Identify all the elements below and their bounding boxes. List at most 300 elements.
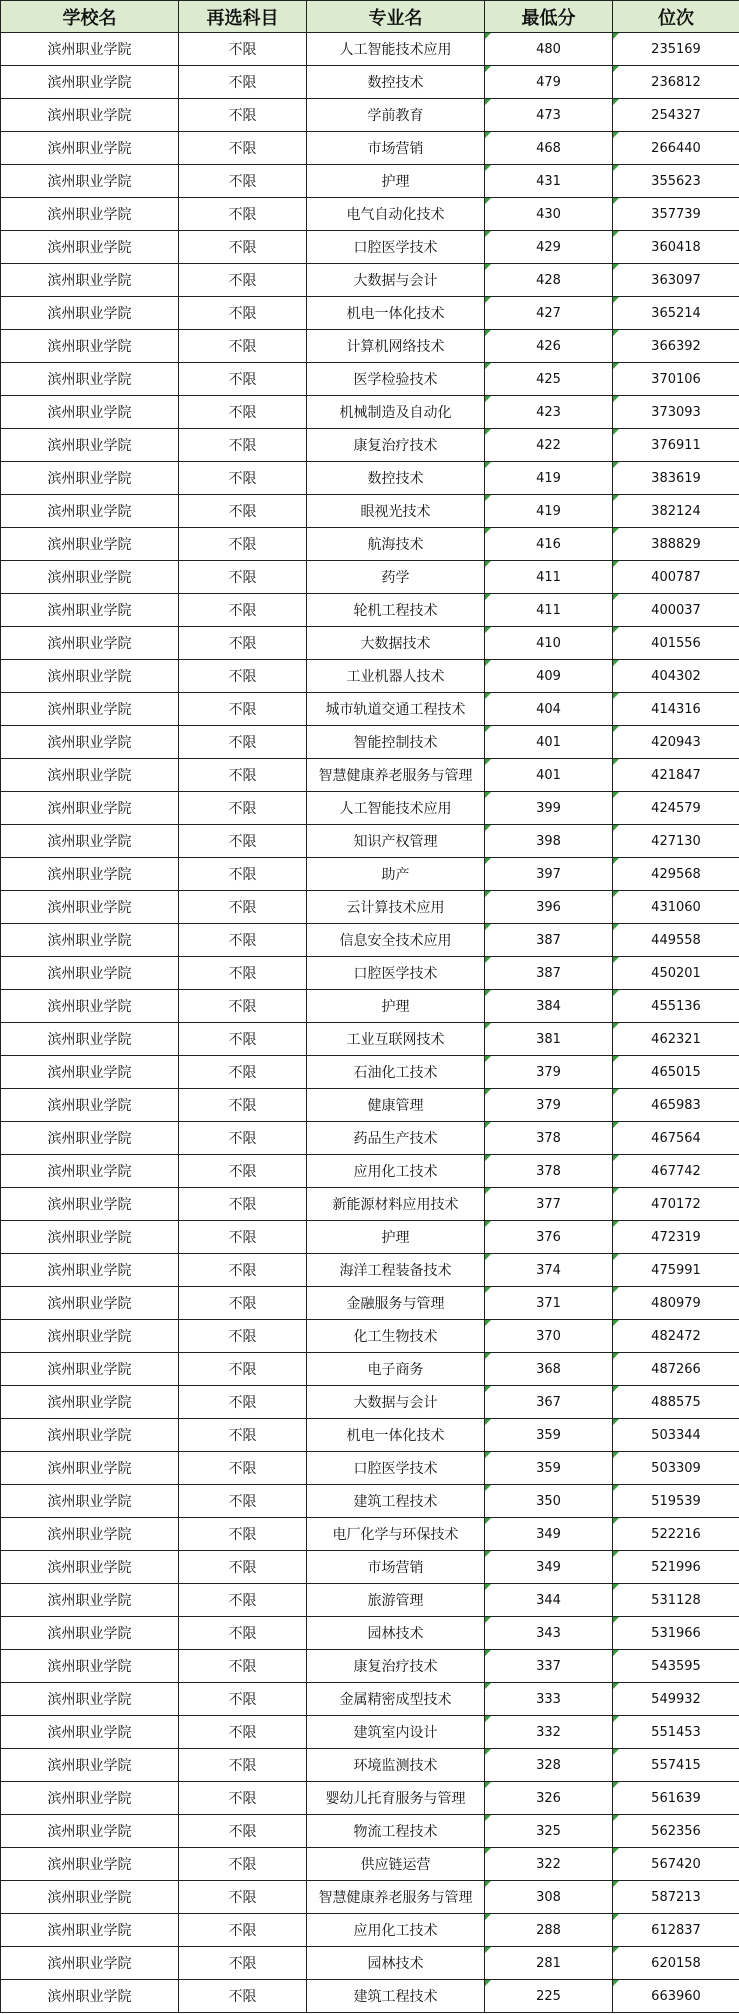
cell-subject: 不限 — [179, 759, 307, 792]
cell-rank: 480979 — [613, 1287, 739, 1320]
cell-min-score: 430 — [485, 198, 613, 231]
cell-min-score: 396 — [485, 891, 613, 924]
cell-rank: 355623 — [613, 165, 739, 198]
cell-major: 轮机工程技术 — [307, 594, 485, 627]
cell-subject: 不限 — [179, 1914, 307, 1947]
cell-school: 滨州职业学院 — [1, 1386, 179, 1419]
table-row — [1, 132, 739, 165]
cell-min-score: 333 — [485, 1683, 613, 1716]
cell-rank: 400787 — [613, 561, 739, 594]
cell-min-score: 281 — [485, 1947, 613, 1980]
table-row — [1, 264, 739, 297]
cell-school: 滨州职业学院 — [1, 1023, 179, 1056]
cell-subject: 不限 — [179, 660, 307, 693]
header-major: 专业名 — [307, 1, 485, 33]
cell-major: 护理 — [307, 1221, 485, 1254]
cell-rank: 557415 — [613, 1749, 739, 1782]
cell-min-score: 473 — [485, 99, 613, 132]
cell-rank: 612837 — [613, 1914, 739, 1947]
cell-subject: 不限 — [179, 1650, 307, 1683]
table-row — [1, 1089, 739, 1122]
cell-subject: 不限 — [179, 429, 307, 462]
table-row — [1, 825, 739, 858]
cell-rank: 376911 — [613, 429, 739, 462]
cell-school: 滨州职业学院 — [1, 1914, 179, 1947]
cell-min-score: 376 — [485, 1221, 613, 1254]
table-row — [1, 363, 739, 396]
cell-subject: 不限 — [179, 495, 307, 528]
table-row — [1, 495, 739, 528]
cell-rank: 488575 — [613, 1386, 739, 1419]
table-body — [1, 33, 739, 2013]
cell-min-score: 378 — [485, 1155, 613, 1188]
cell-rank: 429568 — [613, 858, 739, 891]
cell-school: 滨州职业学院 — [1, 330, 179, 363]
table-row — [1, 231, 739, 264]
cell-rank: 462321 — [613, 1023, 739, 1056]
table-row — [1, 1353, 739, 1386]
cell-rank: 587213 — [613, 1881, 739, 1914]
cell-subject: 不限 — [179, 1485, 307, 1518]
cell-school: 滨州职业学院 — [1, 1947, 179, 1980]
cell-rank: 383619 — [613, 462, 739, 495]
cell-subject: 不限 — [179, 891, 307, 924]
cell-school: 滨州职业学院 — [1, 693, 179, 726]
cell-major: 机电一体化技术 — [307, 297, 485, 330]
cell-school: 滨州职业学院 — [1, 1419, 179, 1452]
cell-min-score: 416 — [485, 528, 613, 561]
cell-min-score: 422 — [485, 429, 613, 462]
cell-major: 金融服务与管理 — [307, 1287, 485, 1320]
cell-major: 建筑室内设计 — [307, 1716, 485, 1749]
cell-rank: 431060 — [613, 891, 739, 924]
cell-rank: 620158 — [613, 1947, 739, 1980]
cell-major: 人工智能技术应用 — [307, 792, 485, 825]
cell-min-score: 387 — [485, 957, 613, 990]
cell-school: 滨州职业学院 — [1, 1980, 179, 2013]
header-min-score: 最低分 — [485, 1, 613, 33]
cell-school: 滨州职业学院 — [1, 891, 179, 924]
cell-min-score: 225 — [485, 1980, 613, 2013]
table-row — [1, 693, 739, 726]
cell-school: 滨州职业学院 — [1, 561, 179, 594]
cell-school: 滨州职业学院 — [1, 594, 179, 627]
cell-major: 航海技术 — [307, 528, 485, 561]
cell-school: 滨州职业学院 — [1, 1089, 179, 1122]
cell-min-score: 480 — [485, 33, 613, 66]
cell-min-score: 429 — [485, 231, 613, 264]
cell-school: 滨州职业学院 — [1, 198, 179, 231]
cell-subject: 不限 — [179, 858, 307, 891]
cell-major: 供应链运营 — [307, 1848, 485, 1881]
cell-min-score: 431 — [485, 165, 613, 198]
cell-min-score: 374 — [485, 1254, 613, 1287]
cell-min-score: 479 — [485, 66, 613, 99]
table-header — [1, 1, 739, 33]
table-row — [1, 1254, 739, 1287]
table-row — [1, 1947, 739, 1980]
cell-subject: 不限 — [179, 1419, 307, 1452]
cell-major: 智慧健康养老服务与管理 — [307, 1881, 485, 1914]
cell-subject: 不限 — [179, 1188, 307, 1221]
table-row — [1, 528, 739, 561]
cell-subject: 不限 — [179, 198, 307, 231]
table-row — [1, 891, 739, 924]
cell-rank: 266440 — [613, 132, 739, 165]
cell-subject: 不限 — [179, 561, 307, 594]
cell-major: 应用化工技术 — [307, 1155, 485, 1188]
cell-major: 新能源材料应用技术 — [307, 1188, 485, 1221]
cell-school: 滨州职业学院 — [1, 396, 179, 429]
cell-min-score: 367 — [485, 1386, 613, 1419]
cell-min-score: 428 — [485, 264, 613, 297]
cell-rank: 521996 — [613, 1551, 739, 1584]
cell-rank: 522216 — [613, 1518, 739, 1551]
cell-school: 滨州职业学院 — [1, 1782, 179, 1815]
cell-subject: 不限 — [179, 231, 307, 264]
cell-min-score: 379 — [485, 1056, 613, 1089]
cell-subject: 不限 — [179, 1848, 307, 1881]
table-row — [1, 1452, 739, 1485]
cell-subject: 不限 — [179, 1815, 307, 1848]
cell-subject: 不限 — [179, 1683, 307, 1716]
cell-major: 婴幼儿托育服务与管理 — [307, 1782, 485, 1815]
cell-school: 滨州职业学院 — [1, 825, 179, 858]
cell-major: 眼视光技术 — [307, 495, 485, 528]
cell-rank: 449558 — [613, 924, 739, 957]
cell-min-score: 411 — [485, 594, 613, 627]
cell-school: 滨州职业学院 — [1, 99, 179, 132]
cell-subject: 不限 — [179, 1155, 307, 1188]
table-row — [1, 957, 739, 990]
cell-major: 金属精密成型技术 — [307, 1683, 485, 1716]
cell-subject: 不限 — [179, 165, 307, 198]
cell-major: 护理 — [307, 165, 485, 198]
cell-min-score: 423 — [485, 396, 613, 429]
header-subject: 再选科目 — [179, 1, 307, 33]
cell-major: 电子商务 — [307, 1353, 485, 1386]
table-row — [1, 1155, 739, 1188]
cell-min-score: 332 — [485, 1716, 613, 1749]
cell-min-score: 350 — [485, 1485, 613, 1518]
cell-major: 物流工程技术 — [307, 1815, 485, 1848]
cell-school: 滨州职业学院 — [1, 1584, 179, 1617]
table-row — [1, 1287, 739, 1320]
cell-subject: 不限 — [179, 1056, 307, 1089]
cell-subject: 不限 — [179, 1320, 307, 1353]
cell-major: 工业互联网技术 — [307, 1023, 485, 1056]
cell-major: 石油化工技术 — [307, 1056, 485, 1089]
cell-subject: 不限 — [179, 297, 307, 330]
table-row — [1, 1782, 739, 1815]
cell-min-score: 401 — [485, 726, 613, 759]
cell-subject: 不限 — [179, 693, 307, 726]
cell-major: 园林技术 — [307, 1947, 485, 1980]
cell-major: 城市轨道交通工程技术 — [307, 693, 485, 726]
table-row — [1, 1551, 739, 1584]
table-row — [1, 198, 739, 231]
cell-subject: 不限 — [179, 1023, 307, 1056]
cell-rank: 388829 — [613, 528, 739, 561]
table-row — [1, 759, 739, 792]
cell-rank: 465015 — [613, 1056, 739, 1089]
cell-min-score: 404 — [485, 693, 613, 726]
cell-major: 电气自动化技术 — [307, 198, 485, 231]
cell-rank: 567420 — [613, 1848, 739, 1881]
cell-subject: 不限 — [179, 1947, 307, 1980]
cell-subject: 不限 — [179, 924, 307, 957]
cell-school: 滨州职业学院 — [1, 1254, 179, 1287]
table-row — [1, 858, 739, 891]
cell-major: 药学 — [307, 561, 485, 594]
cell-major: 助产 — [307, 858, 485, 891]
table-row — [1, 330, 739, 363]
cell-min-score: 427 — [485, 297, 613, 330]
cell-school: 滨州职业学院 — [1, 33, 179, 66]
cell-rank: 549932 — [613, 1683, 739, 1716]
table-row — [1, 66, 739, 99]
table-row — [1, 627, 739, 660]
cell-rank: 365214 — [613, 297, 739, 330]
cell-rank: 455136 — [613, 990, 739, 1023]
cell-school: 滨州职业学院 — [1, 1815, 179, 1848]
cell-subject: 不限 — [179, 627, 307, 660]
table-row — [1, 990, 739, 1023]
cell-school: 滨州职业学院 — [1, 990, 179, 1023]
cell-school: 滨州职业学院 — [1, 1056, 179, 1089]
cell-major: 智慧健康养老服务与管理 — [307, 759, 485, 792]
cell-school: 滨州职业学院 — [1, 1221, 179, 1254]
cell-min-score: 371 — [485, 1287, 613, 1320]
cell-rank: 475991 — [613, 1254, 739, 1287]
table-row — [1, 1386, 739, 1419]
cell-subject: 不限 — [179, 1452, 307, 1485]
cell-major: 知识产权管理 — [307, 825, 485, 858]
cell-min-score: 288 — [485, 1914, 613, 1947]
cell-min-score: 337 — [485, 1650, 613, 1683]
cell-subject: 不限 — [179, 66, 307, 99]
cell-major: 计算机网络技术 — [307, 330, 485, 363]
cell-min-score: 399 — [485, 792, 613, 825]
cell-subject: 不限 — [179, 825, 307, 858]
cell-subject: 不限 — [179, 363, 307, 396]
cell-rank: 472319 — [613, 1221, 739, 1254]
table-row — [1, 33, 739, 66]
cell-rank: 236812 — [613, 66, 739, 99]
cell-major: 建筑工程技术 — [307, 1980, 485, 2013]
table-row — [1, 429, 739, 462]
cell-major: 云计算技术应用 — [307, 891, 485, 924]
cell-subject: 不限 — [179, 462, 307, 495]
cell-rank: 373093 — [613, 396, 739, 429]
cell-rank: 503344 — [613, 1419, 739, 1452]
cell-rank: 531128 — [613, 1584, 739, 1617]
cell-school: 滨州职业学院 — [1, 1551, 179, 1584]
cell-rank: 543595 — [613, 1650, 739, 1683]
cell-min-score: 387 — [485, 924, 613, 957]
table-row — [1, 1584, 739, 1617]
cell-rank: 360418 — [613, 231, 739, 264]
cell-min-score: 308 — [485, 1881, 613, 1914]
cell-min-score: 322 — [485, 1848, 613, 1881]
cell-major: 化工生物技术 — [307, 1320, 485, 1353]
cell-subject: 不限 — [179, 1221, 307, 1254]
cell-school: 滨州职业学院 — [1, 528, 179, 561]
cell-rank: 404302 — [613, 660, 739, 693]
cell-major: 口腔医学技术 — [307, 1452, 485, 1485]
cell-min-score: 359 — [485, 1452, 613, 1485]
header-row — [1, 1, 739, 33]
cell-rank: 487266 — [613, 1353, 739, 1386]
cell-subject: 不限 — [179, 957, 307, 990]
cell-subject: 不限 — [179, 1518, 307, 1551]
cell-school: 滨州职业学院 — [1, 1749, 179, 1782]
cell-school: 滨州职业学院 — [1, 660, 179, 693]
cell-school: 滨州职业学院 — [1, 957, 179, 990]
cell-major: 工业机器人技术 — [307, 660, 485, 693]
table-row — [1, 1419, 739, 1452]
table-row — [1, 1188, 739, 1221]
cell-rank: 420943 — [613, 726, 739, 759]
cell-major: 数控技术 — [307, 462, 485, 495]
cell-rank: 400037 — [613, 594, 739, 627]
table-row — [1, 1023, 739, 1056]
cell-school: 滨州职业学院 — [1, 495, 179, 528]
cell-subject: 不限 — [179, 1551, 307, 1584]
cell-major: 人工智能技术应用 — [307, 33, 485, 66]
cell-subject: 不限 — [179, 528, 307, 561]
cell-rank: 424579 — [613, 792, 739, 825]
cell-major: 应用化工技术 — [307, 1914, 485, 1947]
table-row — [1, 1617, 739, 1650]
cell-min-score: 328 — [485, 1749, 613, 1782]
cell-rank: 562356 — [613, 1815, 739, 1848]
cell-rank: 366392 — [613, 330, 739, 363]
cell-major: 机电一体化技术 — [307, 1419, 485, 1452]
cell-min-score: 398 — [485, 825, 613, 858]
cell-school: 滨州职业学院 — [1, 1320, 179, 1353]
cell-subject: 不限 — [179, 1584, 307, 1617]
cell-min-score: 325 — [485, 1815, 613, 1848]
table-row — [1, 396, 739, 429]
table-row — [1, 165, 739, 198]
table-row — [1, 1749, 739, 1782]
cell-min-score: 419 — [485, 495, 613, 528]
cell-major: 口腔医学技术 — [307, 231, 485, 264]
cell-min-score: 377 — [485, 1188, 613, 1221]
cell-min-score: 426 — [485, 330, 613, 363]
cell-rank: 235169 — [613, 33, 739, 66]
table-row — [1, 924, 739, 957]
cell-major: 环境监测技术 — [307, 1749, 485, 1782]
cell-min-score: 468 — [485, 132, 613, 165]
cell-major: 大数据与会计 — [307, 264, 485, 297]
cell-rank: 382124 — [613, 495, 739, 528]
cell-major: 康复治疗技术 — [307, 429, 485, 462]
cell-min-score: 397 — [485, 858, 613, 891]
cell-major: 护理 — [307, 990, 485, 1023]
cell-rank: 467564 — [613, 1122, 739, 1155]
cell-major: 健康管理 — [307, 1089, 485, 1122]
cell-school: 滨州职业学院 — [1, 858, 179, 891]
cell-subject: 不限 — [179, 1716, 307, 1749]
cell-major: 机械制造及自动化 — [307, 396, 485, 429]
table-row — [1, 1815, 739, 1848]
cell-major: 市场营销 — [307, 1551, 485, 1584]
cell-subject: 不限 — [179, 726, 307, 759]
cell-major: 建筑工程技术 — [307, 1485, 485, 1518]
cell-major: 园林技术 — [307, 1617, 485, 1650]
table-row — [1, 1683, 739, 1716]
cell-rank: 470172 — [613, 1188, 739, 1221]
cell-subject: 不限 — [179, 990, 307, 1023]
cell-subject: 不限 — [179, 396, 307, 429]
cell-subject: 不限 — [179, 1353, 307, 1386]
table-row — [1, 1485, 739, 1518]
cell-rank: 561639 — [613, 1782, 739, 1815]
cell-min-score: 409 — [485, 660, 613, 693]
cell-rank: 467742 — [613, 1155, 739, 1188]
cell-min-score: 344 — [485, 1584, 613, 1617]
cell-rank: 370106 — [613, 363, 739, 396]
cell-min-score: 401 — [485, 759, 613, 792]
cell-subject: 不限 — [179, 1782, 307, 1815]
cell-subject: 不限 — [179, 33, 307, 66]
cell-subject: 不限 — [179, 1617, 307, 1650]
cell-min-score: 368 — [485, 1353, 613, 1386]
cell-rank: 482472 — [613, 1320, 739, 1353]
cell-major: 大数据技术 — [307, 627, 485, 660]
cell-subject: 不限 — [179, 1254, 307, 1287]
table-row — [1, 1881, 739, 1914]
cell-major: 医学检验技术 — [307, 363, 485, 396]
cell-subject: 不限 — [179, 1881, 307, 1914]
cell-subject: 不限 — [179, 594, 307, 627]
cell-school: 滨州职业学院 — [1, 1617, 179, 1650]
table-row — [1, 1122, 739, 1155]
cell-school: 滨州职业学院 — [1, 1650, 179, 1683]
table-row — [1, 561, 739, 594]
cell-subject: 不限 — [179, 1122, 307, 1155]
table-row — [1, 1056, 739, 1089]
cell-school: 滨州职业学院 — [1, 1848, 179, 1881]
cell-rank: 551453 — [613, 1716, 739, 1749]
cell-rank: 531966 — [613, 1617, 739, 1650]
cell-school: 滨州职业学院 — [1, 1122, 179, 1155]
cell-rank: 663960 — [613, 1980, 739, 2013]
cell-min-score: 349 — [485, 1518, 613, 1551]
cell-major: 学前教育 — [307, 99, 485, 132]
cell-school: 滨州职业学院 — [1, 1485, 179, 1518]
table-row — [1, 462, 739, 495]
cell-rank: 401556 — [613, 627, 739, 660]
cell-subject: 不限 — [179, 1749, 307, 1782]
cell-major: 信息安全技术应用 — [307, 924, 485, 957]
cell-school: 滨州职业学院 — [1, 726, 179, 759]
cell-min-score: 370 — [485, 1320, 613, 1353]
cell-subject: 不限 — [179, 1980, 307, 2013]
cell-subject: 不限 — [179, 1287, 307, 1320]
cell-school: 滨州职业学院 — [1, 462, 179, 495]
cell-rank: 503309 — [613, 1452, 739, 1485]
cell-major: 电厂化学与环保技术 — [307, 1518, 485, 1551]
table-row — [1, 792, 739, 825]
cell-school: 滨州职业学院 — [1, 1452, 179, 1485]
table-row — [1, 1716, 739, 1749]
cell-school: 滨州职业学院 — [1, 66, 179, 99]
table-row — [1, 726, 739, 759]
cell-min-score: 384 — [485, 990, 613, 1023]
